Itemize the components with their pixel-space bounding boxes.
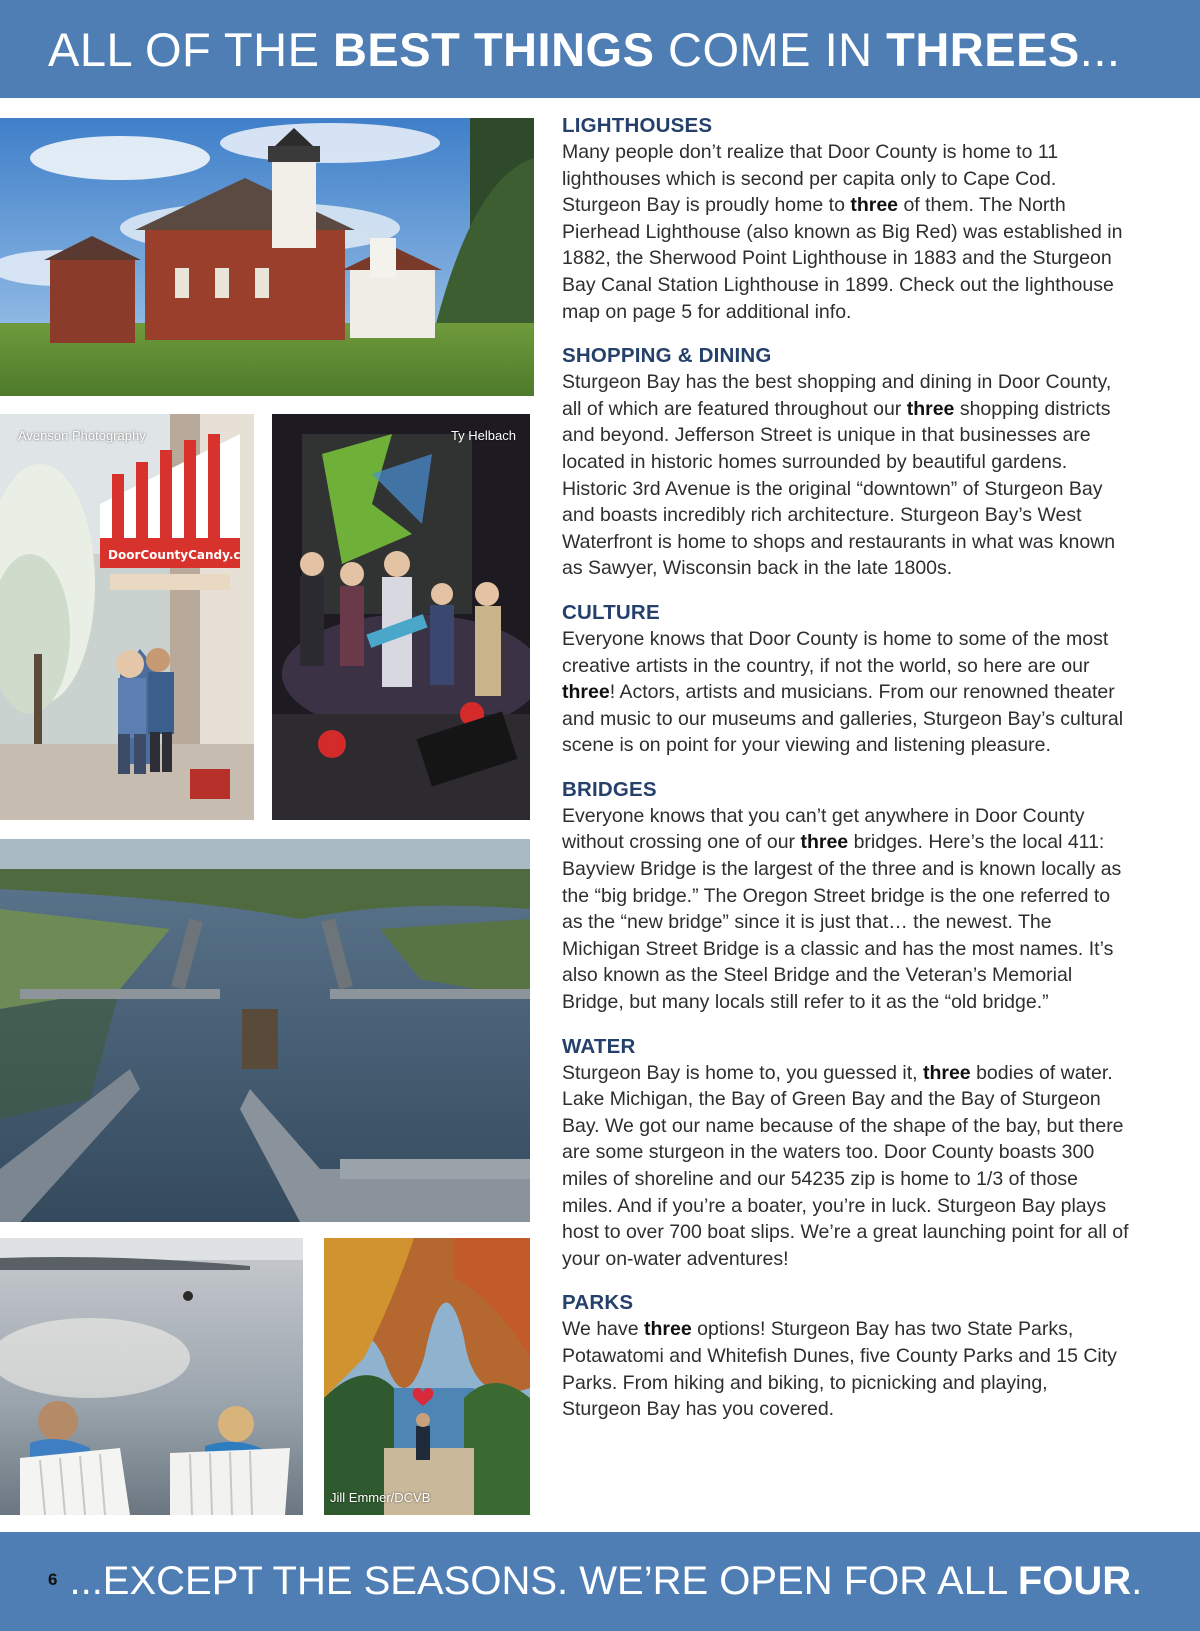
section-body: Many people don’t realize that Door County is home to 11 lighthouses which is second per capita only to Cape Cod. Sturgeon Bay is proudly home to three of them. The North Pierhead Lighthouse (also known as Big Red) was established in 1882, the Sherwood Point Lighthouse in 1883 and the Sturgeon Bay Canal Station Lighthouse in 1899. Check out the lighthouse map on page 5 for additional info.	[562, 141, 1123, 323]
header-banner	[0, 0, 1200, 98]
footer-banner	[0, 1532, 1200, 1631]
bridges-photo	[0, 839, 530, 1222]
header-text: ALL OF THE BEST THINGS COME IN THREES...	[48, 22, 1121, 76]
section-body: Sturgeon Bay has the best shopping and dining in Door County, all of which are featured throughout our three shopping districts and beyond. Jefferson Street is unique in that businesses are located in historic homes surrounded by beautiful gardens. Historic 3rd Avenue is the original “downtown” of Sturgeon Bay and boasts incredibly rich architecture. Sturgeon Bay’s West Waterfront is home to shops and restaurants in what was known as Sawyer, Wisconsin back in the late 1800s.	[562, 371, 1116, 580]
heart-trail-photo	[324, 1238, 530, 1515]
candy-store-photo	[0, 414, 254, 820]
section-body: Everyone knows that you can’t get anywhere in Door County without crossing one of our three bridges. Here’s the local 411: Bayview Bridge is the largest of the three and is known locally as the “big bridge.” The Oregon Street bridge is the one referred to as the “new bridge” since it is just that… the newest. The Michigan Street Bridge is a classic and has the most names. It’s also known as the Steel Bridge and the Veteran’s Memorial Bridge, but many locals still refer to it as the “old bridge.”	[562, 804, 1122, 1014]
section-parks	[562, 1289, 1130, 1422]
page-number: 6	[48, 1569, 58, 1589]
svg-text:DoorCountyCandy.c: DoorCountyCandy.c	[108, 548, 241, 562]
section-culture	[562, 599, 1130, 759]
section-body: Everyone knows that Door County is home to some of the most creative artists in the country, if not the world, so here are our three! Actors, artists and musicians. From our renowned theater and music to our museums and galleries, Sturgeon Bay’s cultural scene is on point for your viewing and listening pleasure.	[562, 627, 1124, 757]
section-lighthouses	[562, 112, 1130, 325]
section-bridges	[562, 776, 1130, 1016]
section-title: CULTURE	[562, 600, 660, 624]
photo-credit: Jill Emmer/DCVB	[330, 1490, 431, 1505]
section-body: We have three options! Sturgeon Bay has two State Parks, Potawatomi and Whitefish Dunes, five County Parks and 15 City Parks. From hiking and biking, to picnicking and playing, Sturgeon Bay has you covered.	[562, 1318, 1117, 1421]
article-text	[562, 112, 1130, 1440]
footer-text: ...EXCEPT THE SEASONS. WE’RE OPEN FOR ALL FOUR.	[69, 1559, 1143, 1603]
section-body: Sturgeon Bay is home to, you guessed it, three bodies of water. Lake Michigan, the Bay of Green Bay and the Bay of Sturgeon Bay. We got our name because of the shape of the bay, but there are some sturgeon in the waters too. Door County boasts 300 miles of shoreline and our 54235 zip is home to 1/3 of those miles. And if you’re a boater, you’re in luck. Sturgeon Bay plays host to over 700 boat slips. We’re a great launching point for all of your on-water adventures!	[562, 1061, 1129, 1270]
section-title: SHOPPING & DINING	[562, 344, 772, 368]
lighthouse-photo	[0, 118, 534, 396]
photo-credit: Ty Helbach	[450, 428, 516, 443]
section-title: PARKS	[562, 1291, 634, 1315]
section-shopping-dining	[562, 342, 1130, 582]
section-title: WATER	[562, 1034, 636, 1058]
section-title: LIGHTHOUSES	[562, 114, 713, 137]
beach-chairs-photo	[0, 1238, 303, 1515]
concert-photo	[272, 414, 530, 820]
section-title: BRIDGES	[562, 777, 657, 801]
section-water	[562, 1033, 1130, 1273]
photo-credit: Avenson Photography	[18, 428, 146, 443]
